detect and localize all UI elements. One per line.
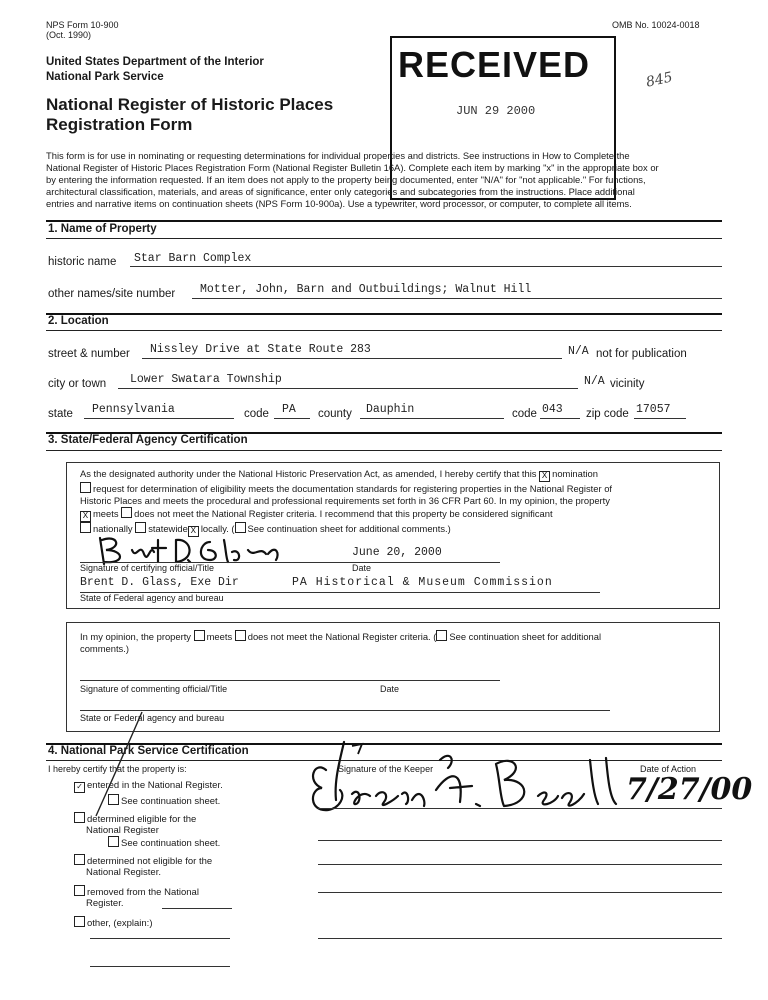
instructions-line: entries and narrative items on continuation sheets (NPS Form 10-900a). Use a typewriter, word processor, or computer, to complete all items. <box>46 198 632 209</box>
field-underline <box>274 418 310 419</box>
field-underline <box>130 266 722 267</box>
pen-stroke <box>90 710 150 820</box>
option-not-eligible: determined not eligible for the <box>87 856 213 867</box>
meets-checkbox[interactable]: X <box>80 511 91 522</box>
form-number: NPS Form 10-900 <box>46 20 119 30</box>
state-code-field[interactable]: PA <box>282 403 296 416</box>
comment-agency-label: State or Federal agency and bureau <box>80 713 225 723</box>
instructions <box>46 150 726 210</box>
field-underline <box>80 710 610 711</box>
opinion-line-c: does not meet the National Register criteria. ( <box>247 631 437 642</box>
na-publication: N/A <box>568 345 589 358</box>
form-title-1: National Register of Historic Places <box>46 95 334 114</box>
field-underline <box>90 938 230 939</box>
section-rule <box>46 330 722 331</box>
field-underline <box>634 418 686 419</box>
field-underline <box>360 418 504 419</box>
opinion-continuation-checkbox[interactable] <box>436 630 447 641</box>
omb-number: OMB No. 10024-0018 <box>612 20 700 30</box>
opinion-line-a: In my opinion, the property <box>80 631 191 642</box>
does-not-meet-checkbox[interactable] <box>121 507 132 518</box>
received-stamp-text: RECEIVED <box>398 44 591 85</box>
service-name: National Park Service <box>46 71 164 83</box>
field-underline <box>80 680 500 681</box>
county-code-field[interactable]: 043 <box>542 403 563 416</box>
field-underline <box>84 418 234 419</box>
field-underline <box>540 418 580 419</box>
certification-date[interactable]: June 20, 2000 <box>352 546 442 559</box>
zip-label: zip code <box>586 408 629 420</box>
historic-name-label: historic name <box>48 256 117 268</box>
state-field[interactable]: Pennsylvania <box>92 403 175 416</box>
handwritten-number: 845 <box>644 69 675 91</box>
instructions-line: architectural classification, materials, and areas of significance, enter only categories and subcategories from the instructions. Place additional <box>46 186 635 197</box>
agency-name[interactable]: PA Historical & Museum Commission <box>292 576 553 589</box>
field-underline <box>142 358 562 359</box>
historic-name-field[interactable]: Star Barn Complex <box>134 252 252 265</box>
option-other: other, (explain:) <box>87 918 153 929</box>
option-eligible-2: National Register <box>86 825 159 836</box>
section-4-heading: 4. National Park Service Certification <box>48 745 249 757</box>
section-1-heading: 1. Name of Property <box>48 223 157 235</box>
zip-field[interactable]: 17057 <box>636 403 671 416</box>
keeper-signature-label: Signature of the Keeper <box>338 764 434 774</box>
action-date-label: Date of Action <box>640 764 697 774</box>
comment-signature-label: Signature of commenting official/Title <box>80 684 228 694</box>
eligible-checkbox[interactable] <box>74 812 85 823</box>
cert-line-3: Historic Places and meets the procedural and professional requirements set forth in 36 CFR Part 60. In my opinion, the property <box>80 495 610 506</box>
county-label: county <box>318 408 352 420</box>
opinion-line-d: See continuation sheet for additional <box>449 631 602 642</box>
instructions-line: by entering the information requested. If an item does not apply to the property being documented, enter "N/A" for "not applicable." For functions, <box>46 174 646 185</box>
cert-statewide-label: statewide <box>148 523 188 534</box>
street-label: street & number <box>48 348 130 360</box>
section-3-heading: 3. State/Federal Agency Certification <box>48 434 248 446</box>
instructions-line: This form is for use in nominating or requesting determinations for individual properties and districts. See instructions in How to Complete the <box>46 150 630 161</box>
comment-date-label: Date <box>380 684 400 694</box>
na-vicinity: N/A <box>584 375 605 388</box>
certify-label: I hereby certify that the property is: <box>48 764 187 774</box>
city-label: city or town <box>48 378 107 390</box>
city-field[interactable]: Lower Swatara Township <box>130 373 282 386</box>
opinion-meets-label: meets <box>206 631 233 642</box>
field-underline <box>192 298 722 299</box>
request-checkbox[interactable] <box>80 482 91 493</box>
other-names-label: other names/site number <box>48 288 176 300</box>
field-underline <box>162 908 232 909</box>
section-rule <box>46 220 722 222</box>
cert-nationally-label: nationally <box>93 523 133 534</box>
other-checkbox[interactable] <box>74 916 85 927</box>
option-continuation-1: See continuation sheet. <box>121 796 221 807</box>
field-underline <box>318 840 722 841</box>
action-date: 7/27/00 <box>626 772 753 807</box>
field-underline <box>318 892 722 893</box>
received-stamp-date: JUN 29 2000 <box>456 104 536 118</box>
cert-line-2: request for determination of eligibility meets the documentation standards for registering properties in the National Register of <box>93 483 613 494</box>
option-removed-2: Register. <box>86 898 124 909</box>
locally-checkbox[interactable]: X <box>188 526 199 537</box>
code2-label: code <box>512 408 537 420</box>
vicinity-label: vicinity <box>610 378 645 390</box>
instructions-line: National Register of Historic Places Registration Form (National Register Bulletin 16A). Complete each item by marking "x" in the appropriate box or <box>46 162 659 173</box>
option-removed: removed from the National <box>87 887 199 898</box>
field-underline <box>118 388 578 389</box>
cert-locally-label: locally. ( <box>200 523 235 534</box>
county-field[interactable]: Dauphin <box>366 403 415 416</box>
option-eligible: determined eligible for the <box>87 814 197 825</box>
section-rule <box>46 238 722 239</box>
opinion-not-meet-checkbox[interactable] <box>235 630 246 641</box>
street-field[interactable]: Nissley Drive at State Route 283 <box>150 343 371 356</box>
department-name: United States Department of the Interior <box>46 56 264 68</box>
option-not-eligible-2: National Register. <box>86 867 161 878</box>
form-title-2: Registration Form <box>46 115 193 134</box>
field-underline <box>318 938 722 939</box>
cert-meets-label: meets <box>93 508 119 519</box>
section-rule <box>46 450 722 451</box>
option-entered: entered in the National Register. <box>87 780 223 791</box>
state-label: state <box>48 408 73 420</box>
nomination-checkbox[interactable]: X <box>539 471 550 482</box>
cert-line-1b: nomination <box>552 468 598 479</box>
date-label: Date <box>352 563 372 573</box>
not-for-publication-label: not for publication <box>596 348 687 360</box>
certification-text <box>80 468 710 537</box>
cert-line-4: does not meet the National Register criteria. I recommend that this property be considered significant <box>134 508 553 519</box>
opinion-line-e: comments.) <box>80 643 129 654</box>
section-2-heading: 2. Location <box>48 315 109 327</box>
code-label: code <box>244 408 269 420</box>
removed-checkbox[interactable] <box>74 885 85 896</box>
other-names-field[interactable]: Motter, John, Barn and Outbuildings; Walnut Hill <box>200 283 532 296</box>
cert-line-1: As the designated authority under the National Historic Preservation Act, as amended, I hereby certify that this <box>80 468 537 479</box>
official-name[interactable]: Brent D. Glass, Exe Dir <box>80 576 239 589</box>
option-continuation-2: See continuation sheet. <box>121 838 221 849</box>
form-date: (Oct. 1990) <box>46 30 92 40</box>
opinion-meets-checkbox[interactable] <box>194 630 205 641</box>
agency-label: State of Federal agency and bureau <box>80 593 224 603</box>
not-eligible-checkbox[interactable] <box>74 854 85 865</box>
field-underline <box>90 966 230 967</box>
signature-label: Signature of certifying official/Title <box>80 563 215 573</box>
section-rule <box>46 313 722 315</box>
continuation-checkbox-2[interactable] <box>108 836 119 847</box>
opinion-text <box>80 630 601 655</box>
nationally-checkbox[interactable] <box>80 522 91 533</box>
cert-line-5: See continuation sheet for additional comments.) <box>247 523 451 534</box>
field-underline <box>318 808 722 809</box>
entered-checkbox[interactable]: ✓ <box>74 782 85 793</box>
field-underline <box>318 864 722 865</box>
